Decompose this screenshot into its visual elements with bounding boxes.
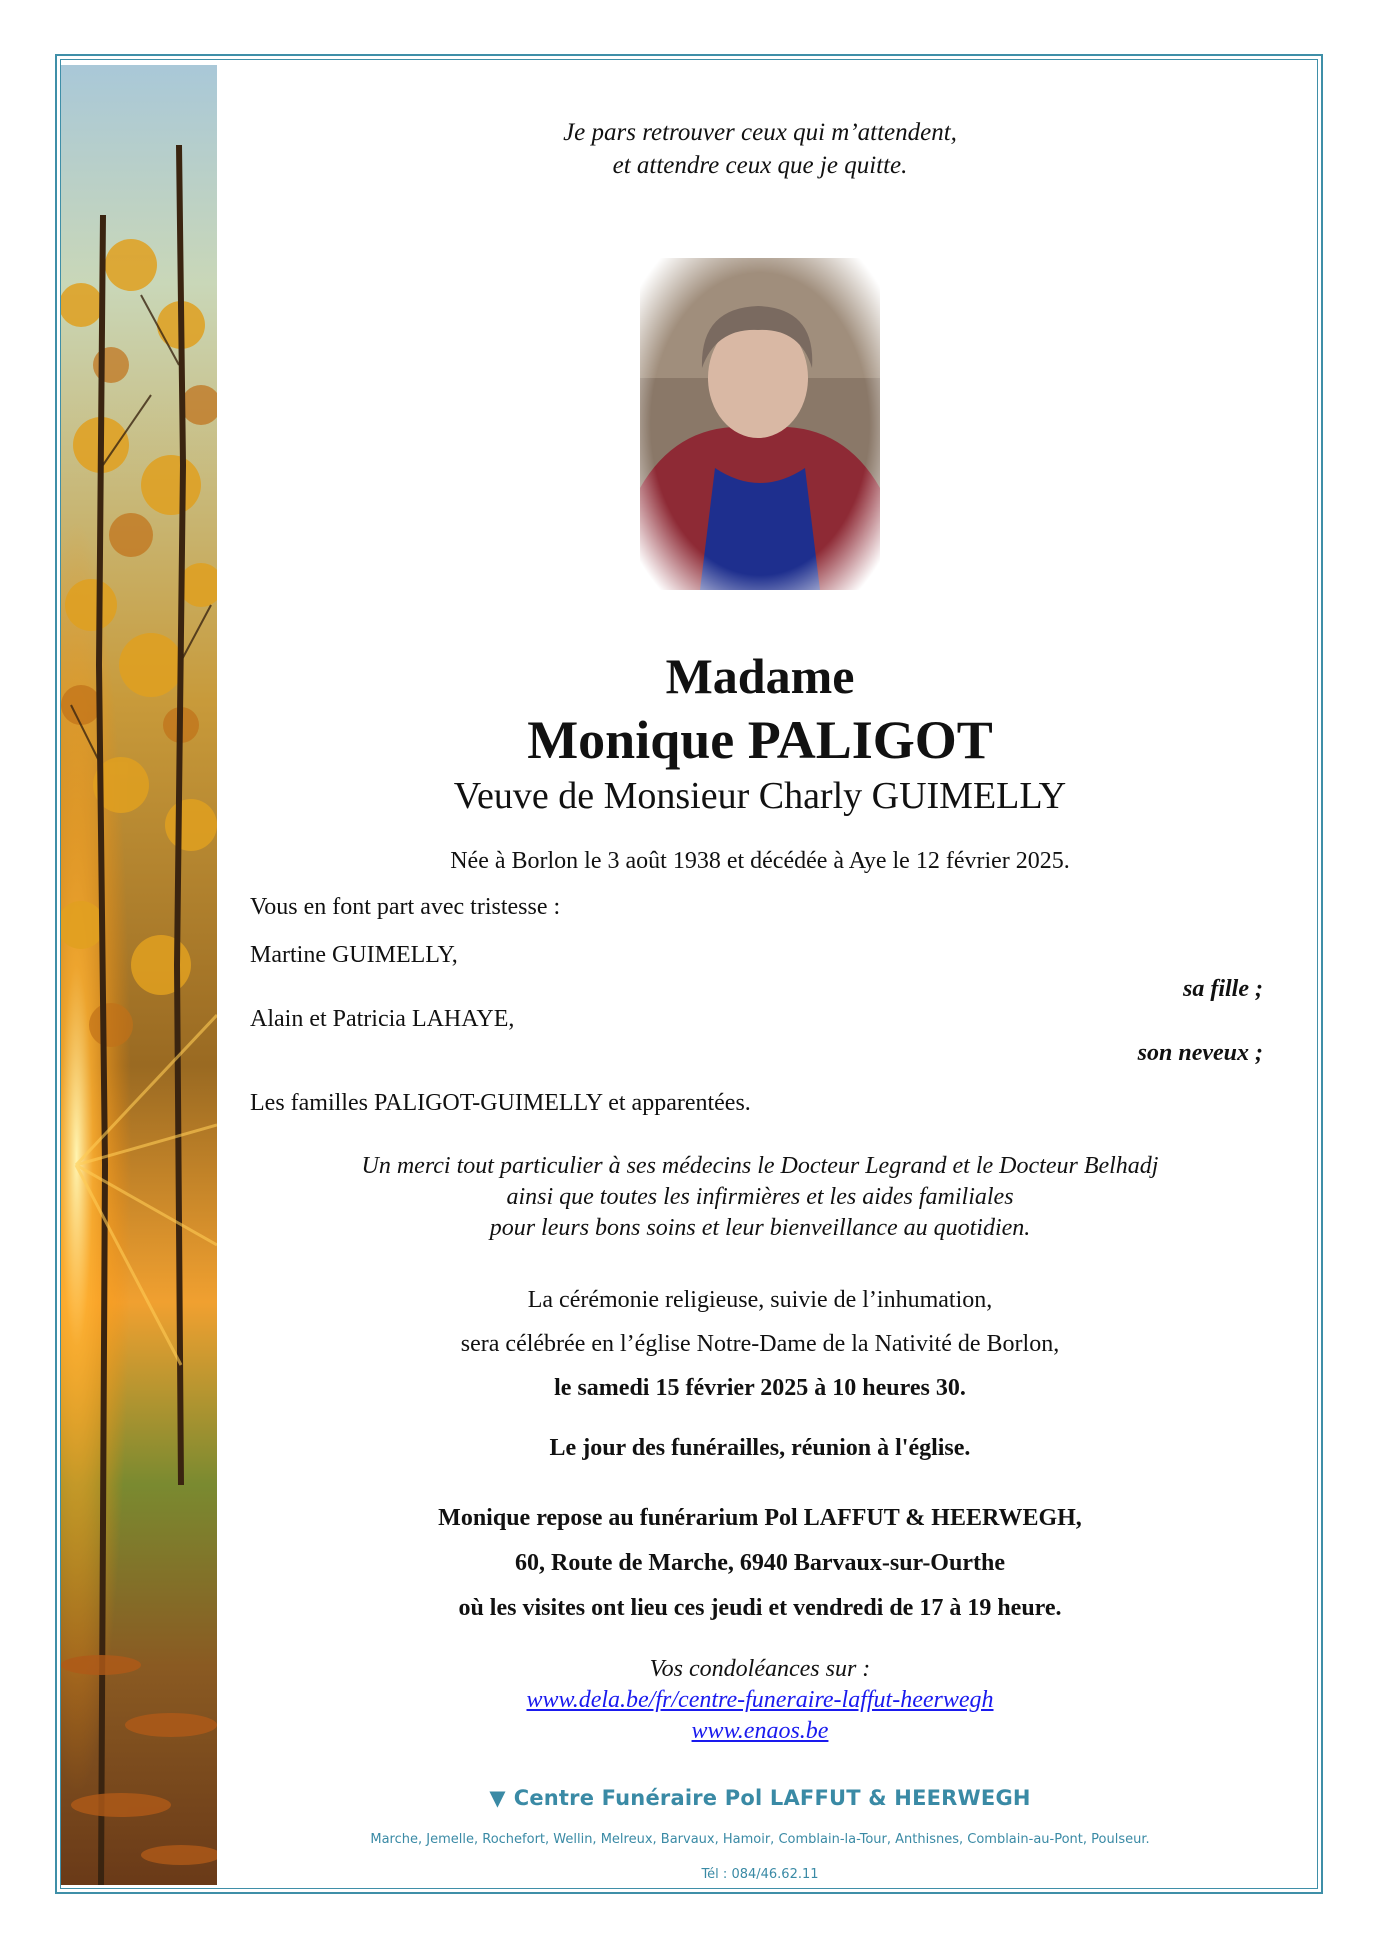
visits-line: où les visites ont lieu ces jeudi et vendredi de 17 à 19 heure. [458, 1595, 1062, 1621]
funeral-home-phone: Tél : 084/46.62.11 [701, 1867, 819, 1882]
family-member-relation: sa fille ; [1183, 976, 1263, 1002]
ceremony-line-2: sera célébrée en l’église Notre-Dame de la Nativité de Borlon, [460, 1331, 1060, 1357]
funerarium-line-1: Monique repose au funérarium Pol LAFFUT & HEERWEGH, [438, 1505, 1082, 1531]
funerarium-block [220, 1496, 1300, 1631]
honorific: Madame [665, 648, 855, 704]
funeral-home-towns: Marche, Jemelle, Rochefort, Wellin, Melreux, Barvaux, Hamoir, Comblain-la-Tour, Anthisnes, Comblain-au-Pont, Poulseur. [370, 1832, 1150, 1847]
quote-line-1: Je pars retrouver ceux qui m’attendent, [563, 119, 957, 146]
condolences-link-enaos[interactable]: www.enaos.be [691, 1718, 829, 1744]
opening-quote [220, 116, 1300, 182]
quote-line-2: et attendre ceux que je quitte. [612, 152, 908, 179]
family-member-relation: son neveux ; [1137, 1040, 1263, 1066]
ceremony-date: le samedi 15 février 2025 à 10 heures 30. [554, 1375, 966, 1401]
families-line: Les familles PALIGOT-GUIMELLY et apparentées. [250, 1090, 751, 1116]
family-member-name: Martine GUIMELLY, [250, 942, 458, 968]
condolences-link-dela[interactable]: www.dela.be/fr/centre-funeraire-laffut-heerwegh [526, 1687, 994, 1713]
funeral-home-label: Centre Funéraire Pol LAFFUT & HEERWEGH [513, 1786, 1031, 1810]
family-member-name: Alain et Patricia LAHAYE, [250, 1006, 515, 1032]
funerarium-address: 60, Route de Marche, 6940 Barvaux-sur-Ourthe [515, 1550, 1005, 1576]
ceremony-line-1: La cérémonie religieuse, suivie de l’inhumation, [527, 1287, 993, 1313]
thanks-paragraph [220, 1151, 1300, 1244]
condolences-block [220, 1654, 1300, 1747]
ceremony-block [220, 1278, 1300, 1410]
deceased-name: Monique PALIGOT [527, 710, 993, 770]
announcement-intro: Vous en font part avec tristesse : [250, 894, 561, 920]
birth-death-line: Née à Borlon le 3 août 1938 et décédée à Aye le 12 février 2025. [450, 848, 1070, 874]
funeral-home-name [220, 1784, 1300, 1812]
thanks-line-2: ainsi que toutes les infirmières et les aides familiales [506, 1184, 1014, 1210]
widow-of: Veuve de Monsieur Charly GUIMELLY [453, 775, 1067, 817]
condolences-label: Vos condoléances sur : [649, 1656, 871, 1682]
autumn-forest-image [61, 65, 217, 1885]
thanks-line-1: Un merci tout particulier à ses médecins le Docteur Legrand et le Docteur Belhadj [361, 1153, 1159, 1179]
portrait-photo [640, 258, 880, 590]
meeting-line: Le jour des funérailles, réunion à l'église. [549, 1435, 971, 1461]
thanks-line-3: pour leurs bons soins et leur bienveillance au quotidien. [489, 1215, 1031, 1241]
triangle-down-icon: ▼ [489, 1786, 506, 1810]
